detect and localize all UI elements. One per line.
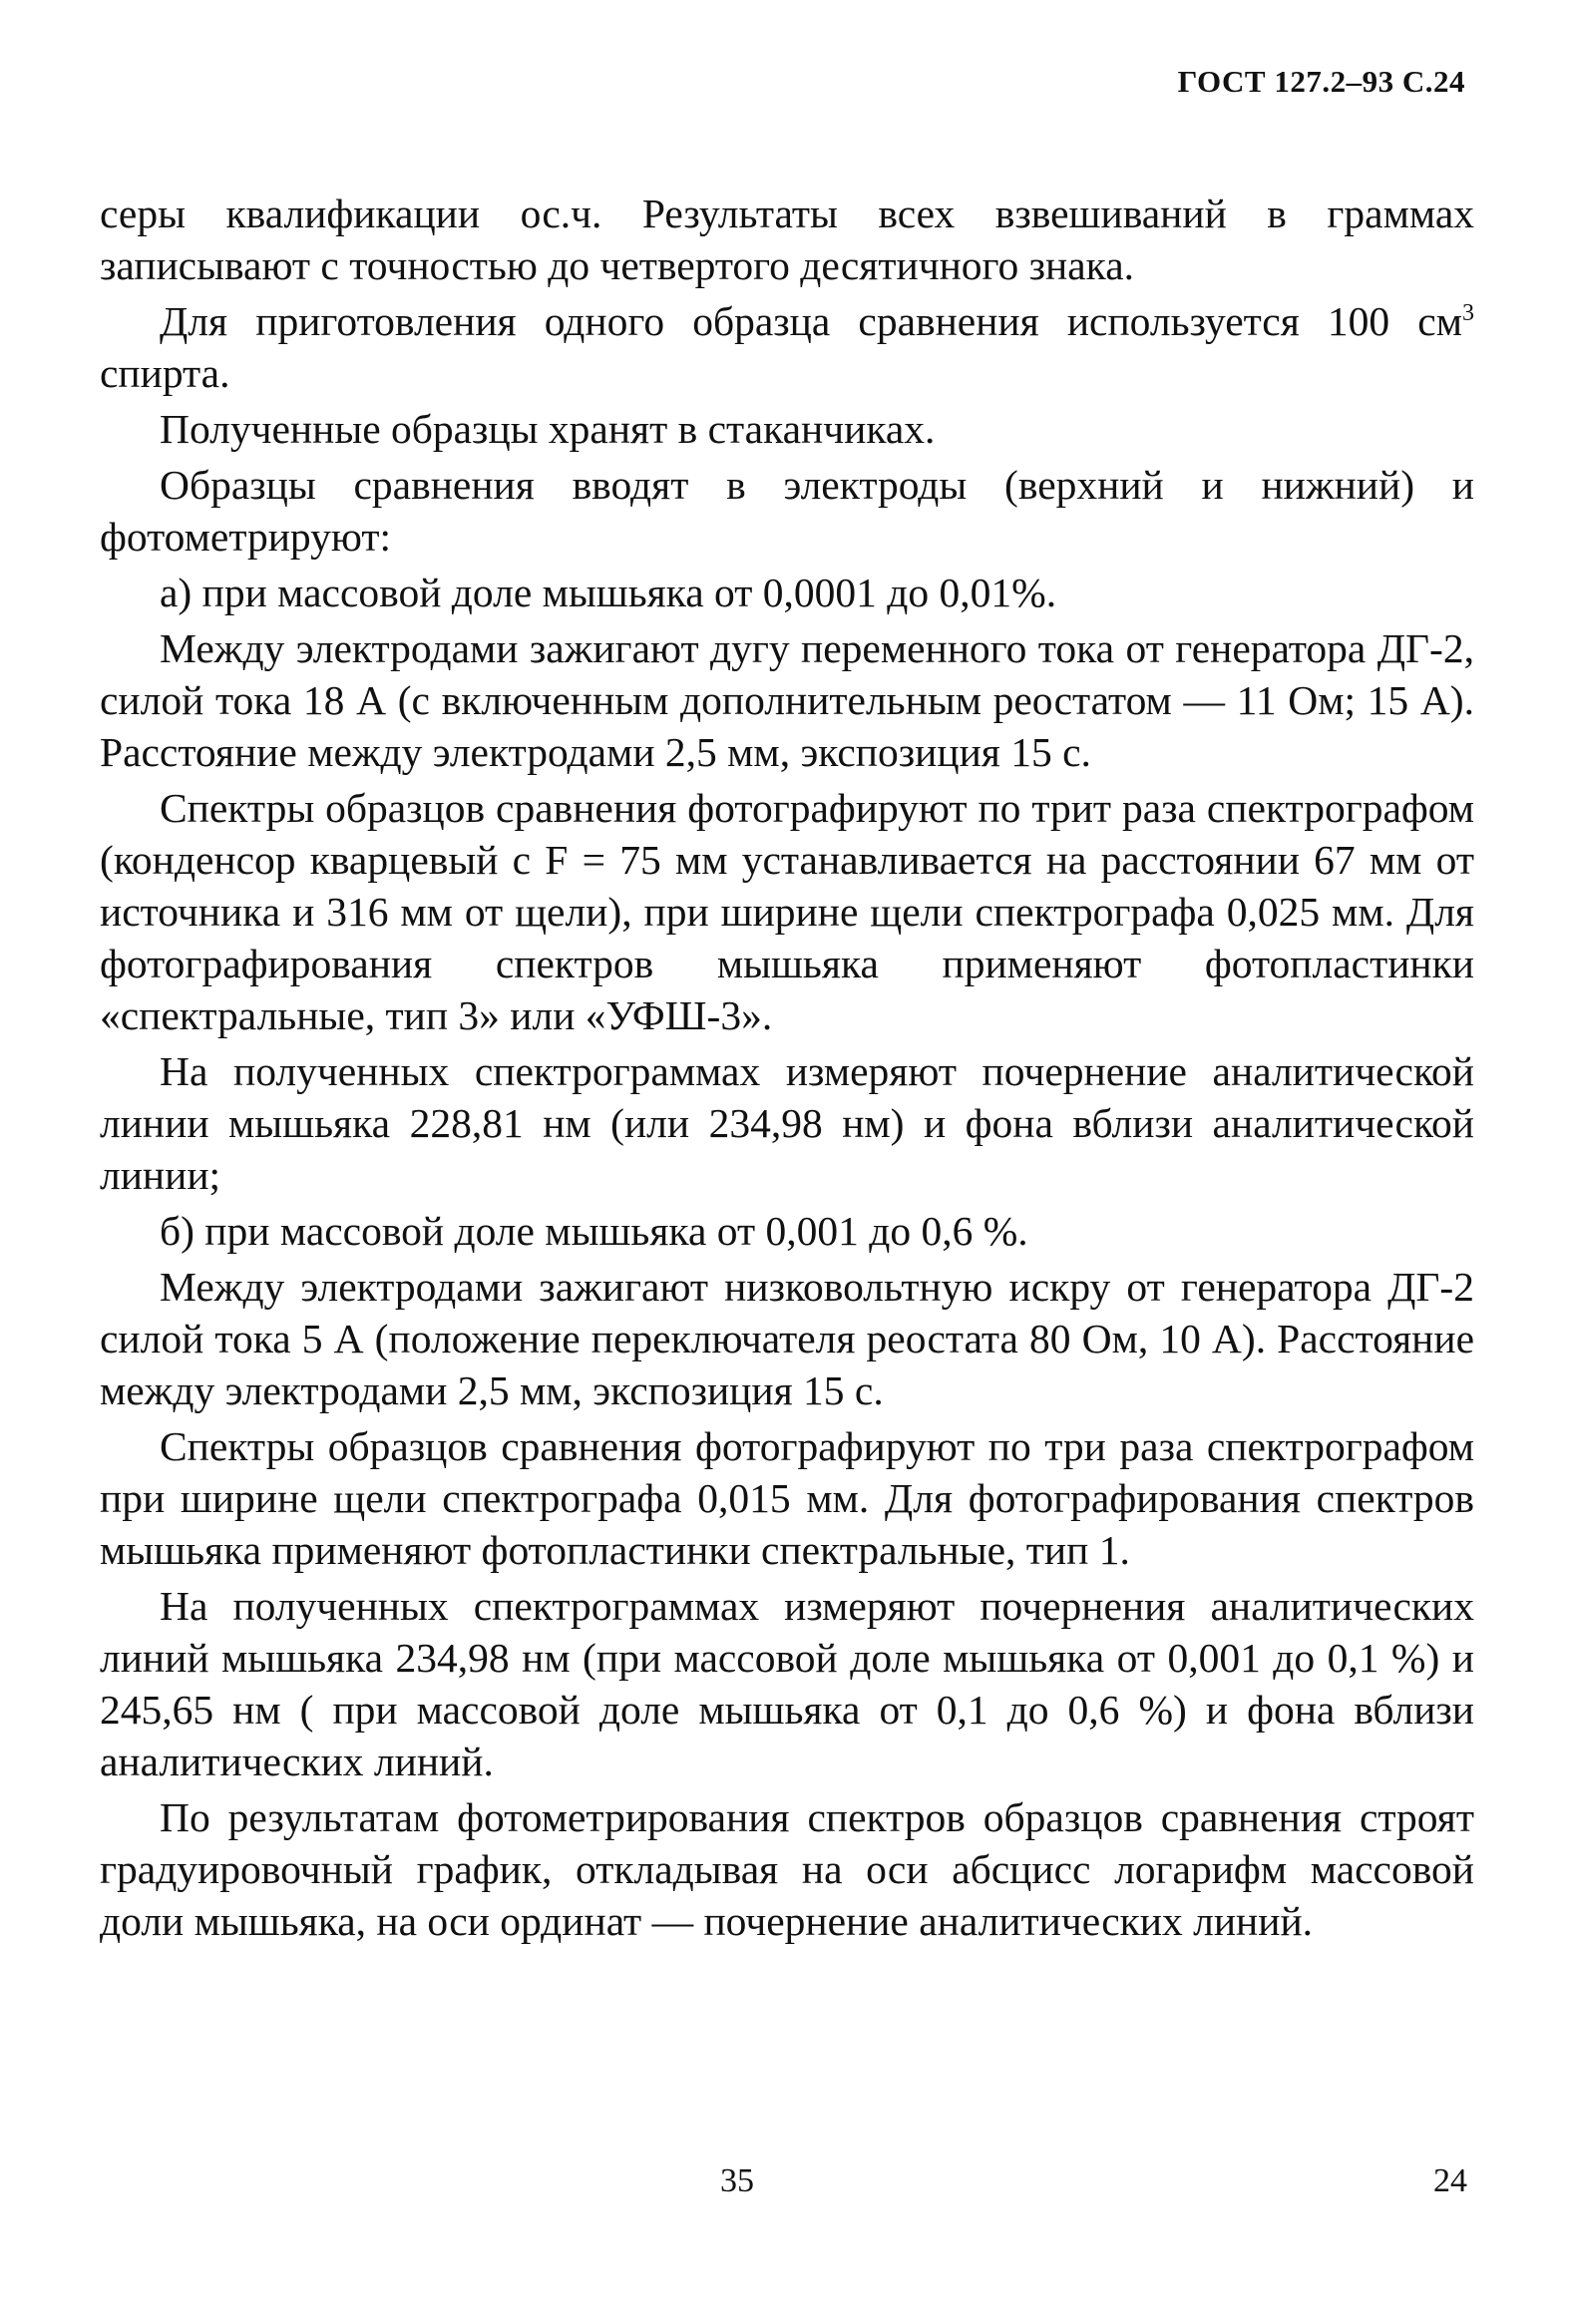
paragraph: По результатам фотометрирования спектров образцов сравнения строят градуировочный график, откладывая на оси абсцисс логарифм массовой доли мышьяка, на оси ординат — почернение аналитических линий.: [100, 1794, 1474, 1944]
paragraph: На полученных спектрограммах измеряют почернение аналитической линии мышьяка 228,81 нм (или 234,98 нм) и фона вблизи аналитической линии;: [100, 1048, 1474, 1198]
paragraph: Между электродами зажигают низковольтную искру от генератора ДГ-2 силой тока 5 А (положение переключателя реостата 80 Ом, 10 А). Расстояние между электродами 2,5 мм, экспозиция 15 с.: [100, 1264, 1474, 1413]
superscript: 3: [1462, 300, 1474, 327]
page-header: ГОСТ 127.2–93 С.24: [1177, 64, 1465, 99]
paragraph: Спектры образцов сравнения фотографируют по три раза спектрографом при ширине щели спектрографа 0,015 мм. Для фотографирования спектров мышьяка применяют фотопластинки спектральные, тип 1.: [100, 1423, 1474, 1573]
paragraph: [100, 295, 1474, 399]
paragraph: а) при массовой доле мышьяка от 0,0001 до 0,01%.: [160, 570, 1057, 615]
paragraph: б) при массовой доле мышьяка от 0,001 до 0,6 %.: [160, 1208, 1028, 1254]
paragraph-text: Для приготовления одного образца сравнения используется 100 см: [160, 298, 1462, 344]
page-number: 24: [1433, 2162, 1467, 2199]
footer-center-number: 35: [720, 2162, 754, 2199]
paragraph: Полученные образцы хранят в стаканчиках.: [160, 406, 936, 452]
paragraph: серы квалификации ос.ч. Результаты всех взвешиваний в граммах записывают с точностью до четвертого десятичного знака.: [100, 191, 1474, 288]
paragraph: Между электродами зажигают дугу переменного тока от генератора ДГ-2, силой тока 18 А (с включенным дополнительным реостатом — 11 Ом; 15 А). Расстояние между электродами 2,5 мм, экспозиция 15 с.: [100, 625, 1474, 775]
paragraph: На полученных спектрограммах измеряют почернения аналитических линий мышьяка 234,98 нм (при массовой доле мышьяка от 0,001 до 0,1 %) и 245,65 нм ( при массовой доле мышьяка от 0,1 до 0,6 %) и фона вблизи аналитических линий.: [100, 1583, 1474, 1784]
paragraph-text: спирта.: [100, 350, 230, 396]
paragraph: Образцы сравнения вводят в электроды (верхний и нижний) и фотометрируют:: [100, 462, 1474, 560]
body-text: [100, 188, 1474, 1951]
paragraph: Спектры образцов сравнения фотографируют по трит раза спектрографом (конденсор кварцевый с F = 75 мм устанавливается на расстоянии 67 мм от источника и 316 мм от щели), при ширине щели спектрографа 0,025 мм. Для фотографирования спектров мышьяка применяют фотопластинки «спектральные, тип 3» или «УФШ-3».: [100, 785, 1474, 1038]
